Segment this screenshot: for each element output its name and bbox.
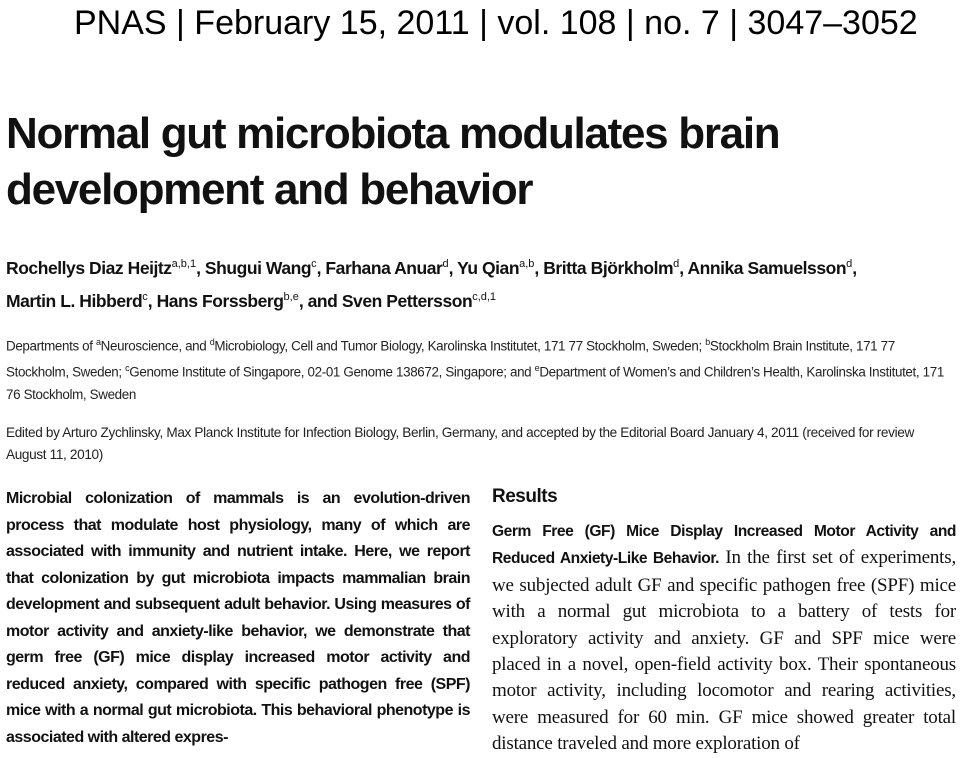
author-name: Farhana Anuar [325,257,443,278]
author-name: Britta Björkholm [543,257,674,278]
abstract-text: Microbial colonization of mammals is an evolution-driven process that modulate host physiology, many of which are associated with immunity and nutrient intake. Here, we report that colonization by gut microbiota impacts mammalian brain development and subsequent adult behavior. Using measures of motor activity and anxiety-like behavior, we demonstrate that germ free (GF) mice display increased motor activity and reduced anxiety, compared with specific pathogen free (SPF) mice with a normal gut microbiota. This behavioral phenotype is associated with altered expres- [6,490,470,746]
author-name: Shugui Wang [204,257,312,278]
author-name: Martin L. Hibberd [6,290,143,311]
author-name: Hans Forssberg [156,290,284,311]
author-name: Yu Qian [457,257,520,278]
results-text: In the first set of experiments, we subjected adult GF and specific pathogen free (SPF) mice with a normal gut microbiota to a battery of tests for exploratory activity and anxiety. GF and SPF mice were placed in a novel, open-field activity box. Their spontaneous motor activity, including locomotor and rearing activities, were measured for 60 min. GF mice showed greater total distance traveled and more exploration of [492,547,956,755]
author-affiliation-mark: b,e [283,290,299,303]
author-affiliation-mark: a,b [519,258,535,270]
author-affiliation-mark: a,b,1 [171,258,197,270]
article-title: Normal gut microbiota modulates brain development and behavior [6,109,780,214]
author-affiliation-mark: c [311,258,317,270]
citation-header: PNAS | February 15, 2011 | vol. 108 | no. 7 | 3047–3052 [74,4,918,42]
author-name: Annika Samuelsson [687,257,847,278]
editor-note: Edited by Arturo Zychlinsky, Max Planck Institute for Infection Biology, Berlin, Germany, and accepted by the Editorial Board January 4, 2011 (received for review August 11, 2010) [6,425,914,462]
results-heading: Results [492,486,558,507]
author-affiliation-mark: c,d,1 [472,290,497,303]
results-subheading: Germ Free (GF) Mice Display Increased Motor Activity and Reduced Anxiety-Like Behavior. [492,523,956,568]
author-affiliation-mark: c [142,290,148,303]
author-name: Sven Pettersson [341,290,473,311]
author-list: Rochellys Diaz Heijtz$^{a,b,1}$, Shugui Wang$^c$, Farhana Anuar$^d$, Yu Qian$^{a,b}$, Britta Björkholm$^d$, Annika Samuelsson$^d$, Martin L. Hibberd$^c$, Hans Forssberg$^{b,e}$, and Sven Pettersson$^{c,d,1}$ [6,257,857,311]
author-affiliation-mark: d [673,258,680,270]
author-name: Rochellys Diaz Heijtz [6,257,172,278]
results-paragraph [492,518,956,758]
author-affiliation-mark: d [846,258,853,270]
affiliations: Departments of $^a$Neuroscience, and $^d$Microbiology, Cell and Tumor Biology, Karolinska Institutet, 171 77 Stockholm, Sweden; $^b$Stockholm Brain Institute, 171 77 Stockholm, Sweden; $^c$Genome Institute of Singapore, 02-01 Genome 138672, Singapore; and $^e$Department of Women’s and Children’s Health, Karolinska Institutet, 171 76 Stockholm, Sweden [6,337,944,402]
author-affiliation-mark: d [442,258,449,270]
